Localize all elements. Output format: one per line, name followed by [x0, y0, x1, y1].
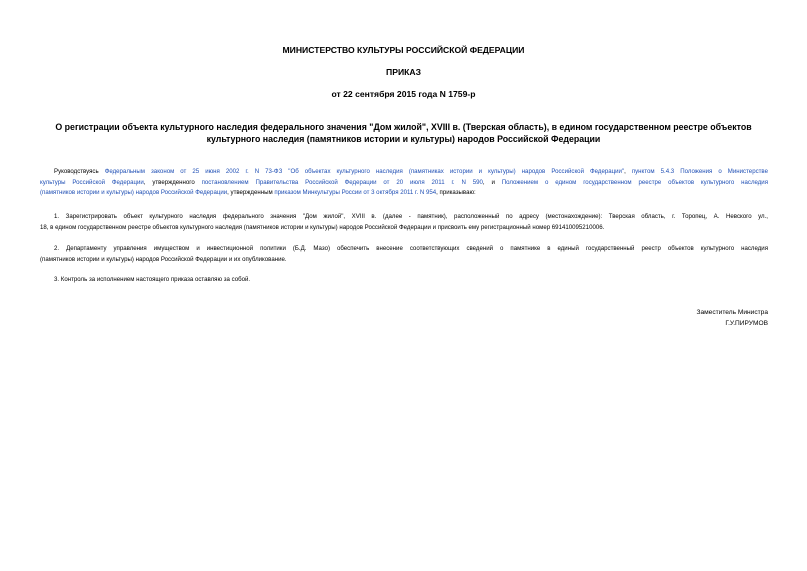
government-resolution-link[interactable]: постановлением Правительства Российской Федерации от 20 июля 2011 г. N 590	[201, 178, 483, 186]
preamble-text: , утвержденным	[227, 189, 275, 196]
signatory-position: Заместитель Министра	[696, 309, 768, 316]
document-type: ПРИКАЗ	[386, 67, 421, 77]
signatory-name: Г.У.ПИРУМОВ	[725, 320, 768, 327]
item-2-paragraph	[40, 244, 768, 265]
ministry-heading: МИНИСТЕРСТВО КУЛЬТУРЫ РОССИЙСКОЙ ФЕДЕРАЦИИ	[282, 45, 525, 55]
preamble-paragraph	[40, 167, 768, 199]
item-3-line: 3. Контроль за исполнением настоящего приказа оставляю за собой.	[54, 276, 251, 283]
document-title	[0, 121, 807, 145]
preamble-text: ,	[624, 168, 632, 175]
item-3-paragraph	[40, 275, 768, 286]
document-title-line: О регистрации объекта культурного наследия федерального значения "Дом жилой", XVIII в. (Тверская область), в едином государственном реестре объектов	[55, 122, 752, 132]
registry-regulation-link[interactable]: Положением о едином государственном реестре объектов культурного наследия	[501, 178, 769, 186]
preamble-line	[40, 178, 768, 189]
preamble-line	[40, 167, 768, 178]
federal-law-link[interactable]: Федеральным законом от 25 июня 2002 г. N 73-ФЗ "Об объектах культурного наследия (памятниках истории и культуры) народов Российской Федерации"	[104, 168, 625, 175]
regulation-clause-link[interactable]: пунктом 5.4.3 Положения о Министерстве	[631, 168, 768, 175]
signature-block	[696, 307, 768, 329]
regulation-clause-link-cont[interactable]: культуры Российской Федерации	[40, 178, 144, 186]
preamble-text: Руководствуясь	[54, 168, 105, 175]
item-1-line: 18, в едином государственном реестре объектов культурного наследия (памятников истории и культуры) народов Российской Федерации и присвоить ему регистрационный номер 691410095210006.	[40, 223, 605, 231]
preamble-text: , и	[482, 178, 502, 186]
item-1-paragraph	[40, 212, 768, 233]
document-date-number: от 22 сентября 2015 года N 1759-р	[331, 89, 476, 99]
ministry-order-link[interactable]: приказом Минкультуры России от 3 октября 2011 г. N 954	[274, 189, 437, 196]
preamble-line	[40, 188, 768, 199]
preamble-text: , утвержденного	[143, 178, 202, 186]
registry-regulation-link-cont[interactable]: (памятников истории и культуры) народов Российской Федерации	[40, 189, 228, 196]
item-2-line: 2. Департаменту управления имуществом и инвестиционной политики (Б.Д. Мазо) обеспечить внесение соответствующих сведений о памятнике в единый государственный реестр объектов культурного наследия	[54, 245, 768, 252]
preamble-text: , приказываю:	[436, 189, 476, 196]
document-title-line: культурного наследия (памятников истории и культуры) народов Российской Федерации	[206, 134, 601, 144]
item-2-line: (памятников истории и культуры) народов Российской Федерации и их опубликование.	[40, 255, 287, 263]
item-1-line: 1. Зарегистрировать объект культурного наследия федерального значения "Дом жилой", XVIII в. (далее - памятник), расположенный по адресу (местонахождение): Тверская область, г. Торопец, А. Невского ул.,	[54, 213, 768, 220]
